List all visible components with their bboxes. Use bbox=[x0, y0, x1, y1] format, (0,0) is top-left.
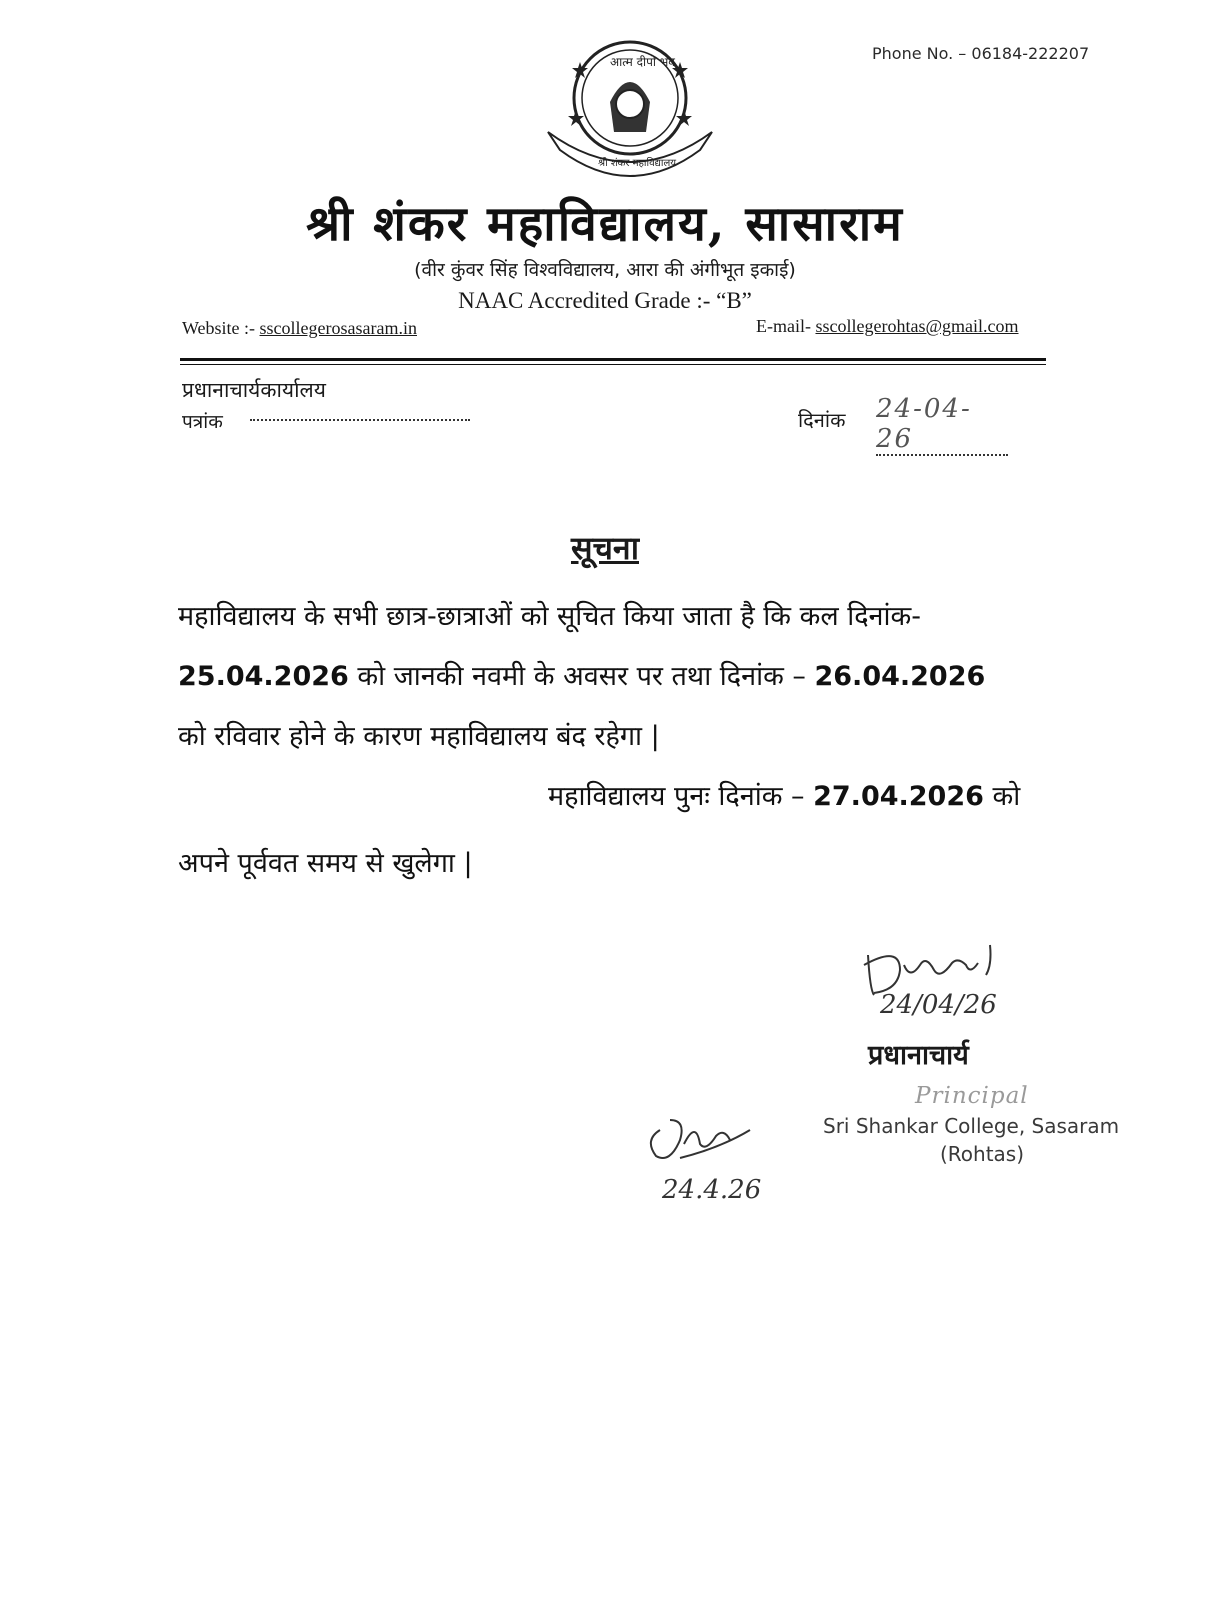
notice-line-3: को रविवार होने के कारण महाविद्यालय बंद रहेगा | bbox=[178, 721, 660, 752]
second-signature-date: 24.4.26 bbox=[662, 1175, 762, 1205]
letter-number-label: पत्रांक bbox=[182, 411, 223, 433]
closure-date-2: 26.04.2026 bbox=[814, 661, 986, 692]
email-label: E-mail- bbox=[756, 316, 811, 336]
notice-line-4-tail: को bbox=[983, 781, 1021, 812]
header-divider bbox=[180, 358, 1046, 361]
notice-title: सूचना bbox=[570, 529, 639, 567]
date-handwritten: 24-04-26 bbox=[876, 394, 1008, 456]
notice-line-2 bbox=[178, 656, 985, 693]
notice-line-1: महाविद्यालय के सभी छात्र-छात्राओं को सूचित किया जाता है कि कल दिनांक- bbox=[178, 601, 921, 632]
email-line bbox=[756, 316, 1019, 337]
letter-number-blank bbox=[250, 419, 470, 421]
principal-signature bbox=[860, 935, 1060, 1035]
phone-number: Phone No. – 06184-222207 bbox=[872, 44, 1090, 63]
notice-line-5: अपने पूर्ववत समय से खुलेगा | bbox=[178, 848, 473, 879]
principal-title: प्रधानाचार्य bbox=[868, 1040, 969, 1071]
logo-ribbon-text: श्री शंकर महाविद्यालय bbox=[598, 158, 677, 169]
notice-line-4-text: महाविद्यालय पुनः दिनांक – bbox=[548, 781, 814, 812]
naac-grade: NAAC Accredited Grade :- “B” bbox=[458, 288, 752, 313]
website-label: Website :- bbox=[182, 318, 256, 338]
principal-signature-date: 24/04/26 bbox=[880, 990, 997, 1020]
notice-line-2-text: को जानकी नवमी के अवसर पर तथा दिनांक – bbox=[348, 661, 815, 692]
stamp-district: (Rohtas) bbox=[940, 1142, 1025, 1166]
office-name: प्रधानाचार्यकार्यालय bbox=[182, 378, 326, 402]
website-line bbox=[182, 318, 417, 339]
second-signature bbox=[640, 1100, 810, 1210]
header-divider-thin bbox=[180, 364, 1046, 365]
reopen-date: 27.04.2026 bbox=[813, 781, 984, 812]
stamp-principal: Principal bbox=[915, 1083, 1029, 1109]
closure-date-1: 25.04.2026 bbox=[178, 661, 349, 692]
email-link[interactable]: sscollegerohtas@gmail.com bbox=[815, 316, 1019, 336]
affiliation: (वीर कुंवर सिंह विश्वविद्यालय, आरा की अंगीभूत इकाई) bbox=[414, 259, 796, 281]
website-link[interactable]: sscollegerosasaram.in bbox=[259, 318, 417, 338]
college-logo bbox=[540, 32, 720, 182]
college-name: श्री शंकर महाविद्यालय, सासाराम bbox=[306, 196, 904, 252]
logo-motto: आत्म दीपो भव bbox=[610, 55, 675, 69]
date-label: दिनांक bbox=[798, 408, 846, 432]
notice-line-4 bbox=[548, 776, 1020, 813]
stamp-college: Sri Shankar College, Sasaram bbox=[823, 1114, 1120, 1138]
